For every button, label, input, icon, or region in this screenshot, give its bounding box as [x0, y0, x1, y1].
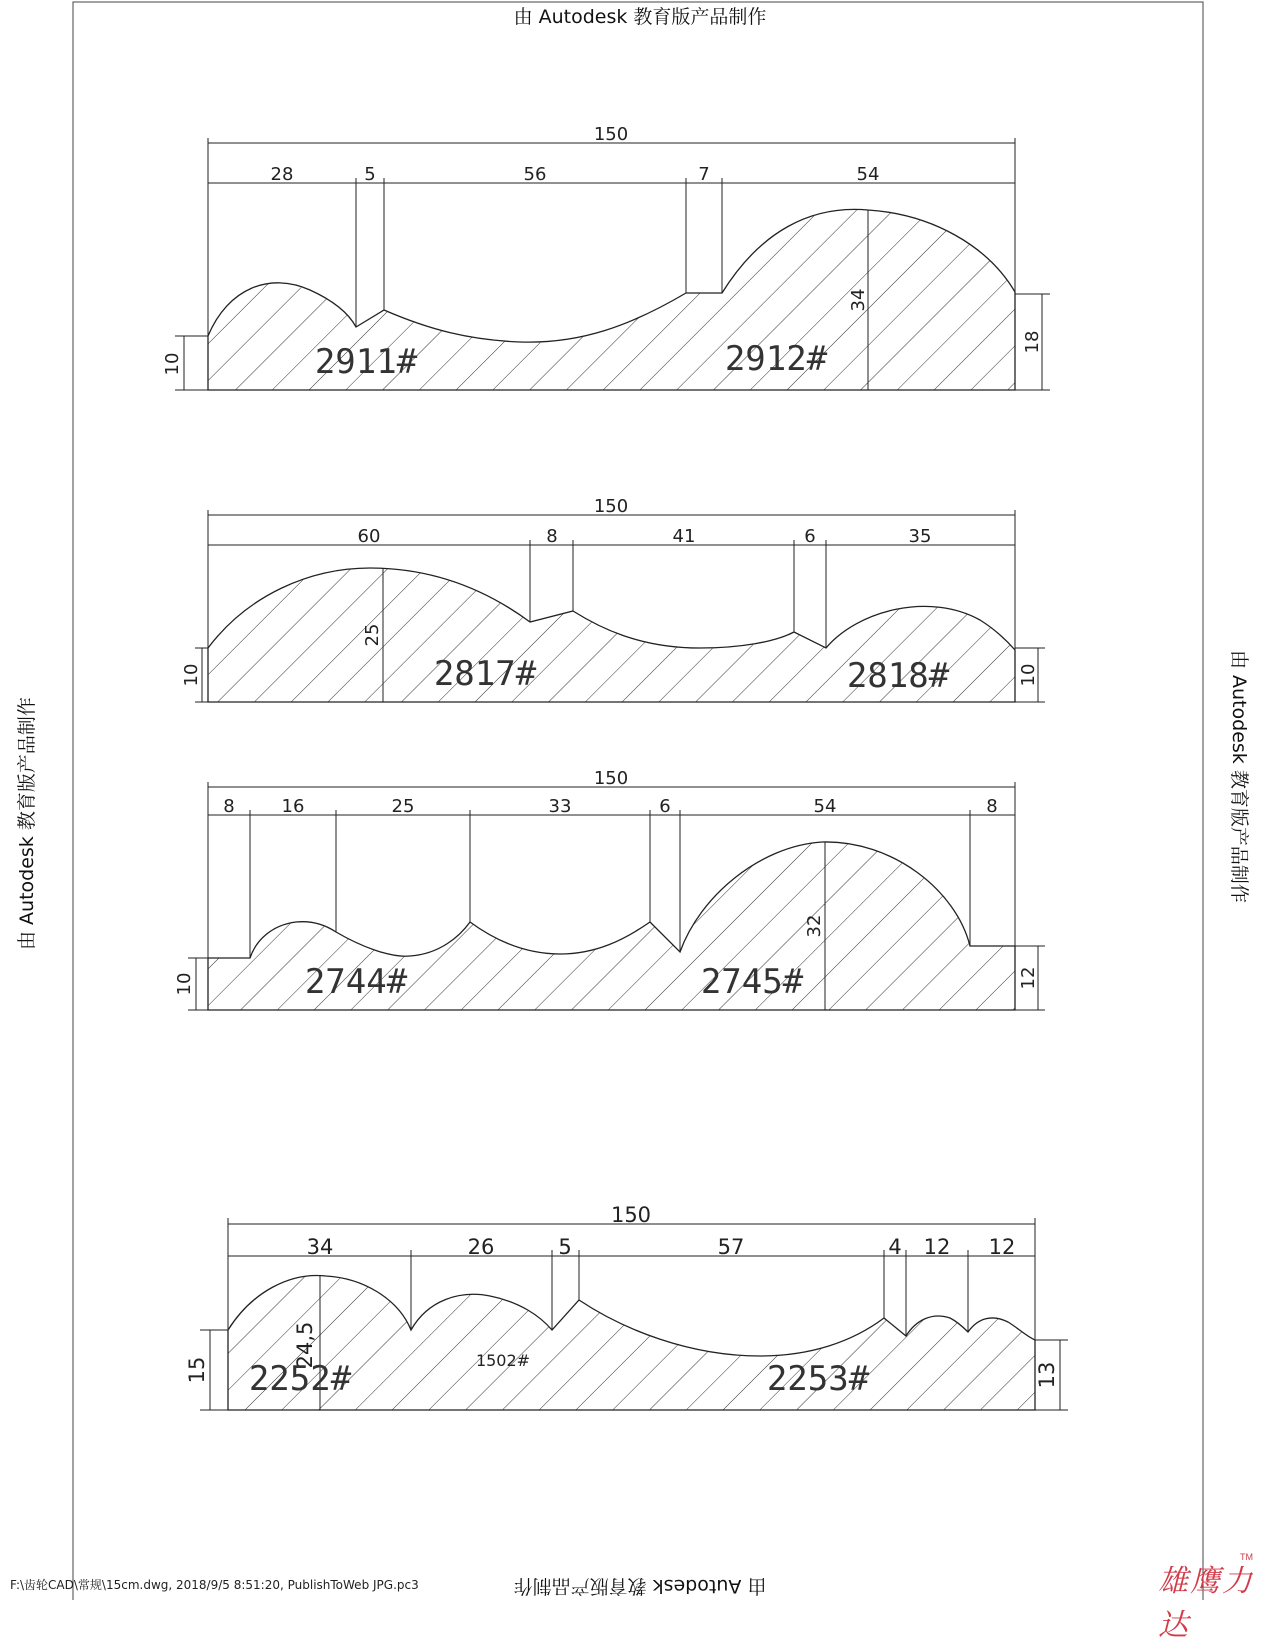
profile-2-overall-dim: 150 — [593, 496, 629, 517]
watermark-right: 由 Autodesk 教育版产品制作 — [1228, 650, 1250, 903]
profile-4-seg-dim: 12 — [923, 1235, 951, 1259]
profile-3-seg-dim: 33 — [548, 796, 572, 817]
profile-1-right-height: 18 — [1022, 330, 1043, 354]
profile-4-right-height: 13 — [1035, 1361, 1059, 1389]
profile-3-left-height: 10 — [174, 972, 195, 996]
profile-1-seg-dim: 28 — [270, 164, 294, 185]
profile-4-label: 2253# — [766, 1359, 870, 1399]
profile-2-seg-dim: 60 — [357, 526, 381, 547]
profile-3-seg-dim: 16 — [281, 796, 305, 817]
profile-3-right-height: 12 — [1018, 966, 1039, 990]
profile-2-right-height: 10 — [1018, 663, 1039, 687]
profile-2 — [181, 496, 1045, 702]
profile-1-seg-dim: 5 — [364, 164, 376, 185]
file-path-footer: F:\齿轮CAD\常规\15cm.dwg, 2018/9/5 8:51:20, PublishToWeb JPG.pc3 — [10, 1578, 419, 1592]
profile-3-seg-dim: 6 — [659, 796, 671, 817]
profile-4-left-height: 15 — [185, 1356, 209, 1384]
profile-1-inner-height: 34 — [848, 288, 869, 312]
profile-4-seg-dim: 57 — [717, 1235, 745, 1259]
profile-1-label: 2911# — [314, 342, 418, 382]
profile-2-label: 2818# — [846, 656, 950, 696]
profile-3-seg-dim: 54 — [813, 796, 837, 817]
profile-4-seg-dim: 26 — [467, 1235, 495, 1259]
profile-2-label: 2817# — [433, 654, 537, 694]
profile-2-inner-height: 25 — [362, 623, 383, 647]
profile-1-label: 2912# — [724, 339, 828, 379]
profile-1-seg-dim: 7 — [698, 164, 710, 185]
profile-1-seg-dim: 54 — [856, 164, 880, 185]
profile-1 — [162, 124, 1050, 390]
profile-4-inner-height: 24,5 — [293, 1321, 317, 1369]
profile-3-label: 2745# — [700, 962, 804, 1002]
profile-2-seg-dim: 41 — [672, 526, 696, 547]
profile-4-seg-dim: 12 — [988, 1235, 1016, 1259]
trademark-mark: TM — [1240, 1552, 1253, 1562]
profile-2-seg-dim: 35 — [908, 526, 932, 547]
profile-2-left-height: 10 — [181, 663, 202, 687]
profile-3-inner-height: 32 — [804, 914, 825, 938]
watermark-bottom: 由 Autodesk 教育版产品制作 — [513, 1575, 767, 1597]
profile-3-seg-dim: 8 — [986, 796, 998, 817]
profile-3-seg-dim: 8 — [223, 796, 235, 817]
profile-3 — [174, 768, 1045, 1010]
profile-4-seg-dim: 4 — [888, 1235, 902, 1259]
brand-logo: 雄鹰力达 — [1158, 1564, 1254, 1643]
profile-1-seg-dim: 56 — [523, 164, 547, 185]
profile-4-seg-dim: 34 — [306, 1235, 334, 1259]
watermark-top: 由 Autodesk 教育版产品制作 — [513, 6, 767, 28]
profile-2-seg-dim: 8 — [546, 526, 558, 547]
profile-3-seg-dim: 25 — [391, 796, 415, 817]
profile-1-left-height: 10 — [162, 352, 183, 376]
profile-4-label: 1502# — [475, 1351, 531, 1370]
profile-1-overall-dim: 150 — [593, 124, 629, 145]
watermark-left: 由 Autodesk 教育版产品制作 — [16, 697, 38, 950]
profile-4-overall-dim: 150 — [610, 1203, 652, 1227]
profile-3-label: 2744# — [304, 962, 408, 1002]
profile-3-overall-dim: 150 — [593, 768, 629, 789]
profile-4-label: 2252# — [248, 1359, 352, 1399]
profile-2-seg-dim: 6 — [804, 526, 816, 547]
profile-4 — [185, 1203, 1068, 1410]
profile-4-seg-dim: 5 — [558, 1235, 572, 1259]
